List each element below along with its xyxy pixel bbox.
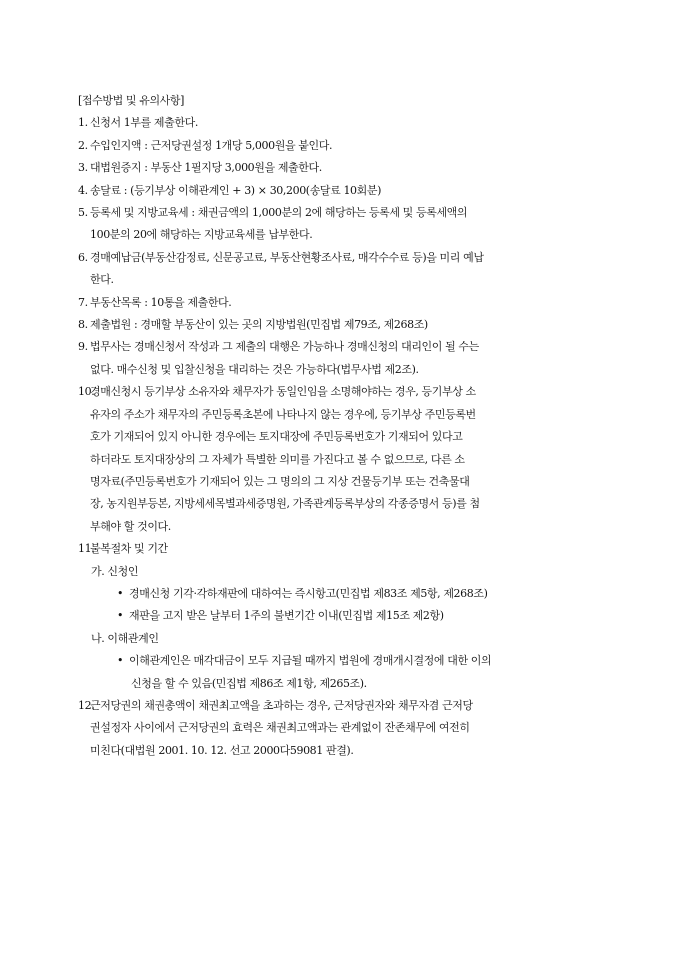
item-continuation-line [78, 404, 608, 426]
item-text: 하더라도 토지대장상의 그 자체가 특별한 의미를 가진다고 볼 수 없으므로, 다른 소 [90, 452, 465, 466]
item-number: 10. [78, 385, 95, 399]
item-continuation-line [78, 224, 608, 246]
list-item [78, 157, 608, 179]
item-first-line [78, 112, 608, 134]
item-continuation-line [78, 493, 608, 515]
item-text: 부동산목록 : 10통을 제출한다. [90, 295, 232, 309]
item-text: 명자료(주민등록번호가 기재되어 있는 그 명의의 그 지상 건물등기부 또는 건축물대 [90, 474, 470, 488]
item-text: 신청서 1부를 제출한다. [90, 116, 198, 130]
item-number: 9. [78, 340, 88, 354]
document-body [78, 90, 608, 762]
item-first-line [78, 336, 608, 358]
item-text: 불복절차 및 기간 [90, 542, 168, 556]
item-continuation-line [78, 269, 608, 291]
bullet-text: 경매신청 기각·각하재판에 대하여는 즉시항고(민집법 제83조 제5항, 제268조) [129, 586, 488, 600]
item-11-details [78, 561, 608, 695]
bullet-text: 신청을 할 수 있음(민집법 제86조 제1항, 제265조). [131, 676, 367, 690]
item-text: 경매신청시 등기부상 소유자와 채무자가 동일인임을 소명해야하는 경우, 등기부상 소 [90, 385, 476, 399]
bullet-text: 이해관계인은 매각대금이 모두 지급될 때까지 법원에 경매개시결정에 대한 이의 [129, 654, 492, 668]
item-first-line [78, 247, 608, 269]
list-item [78, 292, 608, 314]
item-text: 한다. [90, 273, 114, 287]
item-text: 송달료 : (등기부상 이해관계인 + 3) × 30,200(송달료 10회분) [90, 183, 382, 197]
item-first-line [78, 381, 608, 403]
item-continuation-line [78, 516, 608, 538]
item-number: 3. [78, 161, 88, 175]
instruction-list [78, 112, 608, 560]
list-item [78, 135, 608, 157]
bullet-continuation-line [78, 673, 608, 695]
list-item-12 [78, 695, 608, 762]
item-first-line [78, 180, 608, 202]
item-continuation-line [78, 449, 608, 471]
item-text: 없다. 매수신청 및 입찰신청을 대리하는 것은 가능하다(법무사법 제2조). [90, 362, 419, 376]
item-number: 12. [78, 698, 95, 712]
bullet-item [78, 650, 608, 672]
item-continuation-line [78, 471, 608, 493]
item-text: 100분의 20에 해당하는 지방교육세를 납부한다. [90, 228, 313, 242]
item-number: 2. [78, 138, 88, 152]
item-continuation-line [78, 717, 608, 739]
item-number: 6. [78, 250, 88, 264]
item-text: 대법원증지 : 부동산 1필지당 3,000원을 제출한다. [90, 161, 322, 175]
item-first-line [78, 538, 608, 560]
item-text: 법무사는 경매신청서 작성과 그 제출의 대행은 가능하나 경매신청의 대리인이 될 수는 [90, 340, 479, 354]
item-text: 장, 농지원부등본, 지방세세목별과세증명원, 가족관계등록부상의 각종증명서 등)를 첨 [90, 497, 480, 511]
bullet-text: 재판을 고지 받은 날부터 1주의 불변기간 이내(민집법 제15조 제2항) [129, 609, 444, 623]
bullet-item [78, 583, 608, 605]
item-number: 5. [78, 206, 88, 220]
list-item [78, 180, 608, 202]
item-text: 등록세 및 지방교육세 : 채권금액의 1,000분의 2에 해당하는 등록세 및 등록세액의 [90, 206, 468, 220]
item-continuation-line [78, 426, 608, 448]
bullet-icon: • [117, 654, 124, 668]
item-continuation-line [78, 359, 608, 381]
list-item [78, 202, 608, 247]
item-text: 권설정자 사이에서 근저당권의 효력은 채권최고액과는 관계없이 잔존채무에 여전히 [90, 721, 470, 735]
item-text: 제출법원 : 경매할 부동산이 있는 곳의 지방법원(민집법 제79조, 제268조) [90, 318, 428, 332]
list-item [78, 112, 608, 134]
list-item [78, 314, 608, 336]
item-number: 7. [78, 295, 88, 309]
item-first-line [78, 695, 608, 717]
item-first-line [78, 292, 608, 314]
item-text: 유자의 주소가 채무자의 주민등록초본에 나타나지 않는 경우에, 등기부상 주민등록번 [90, 407, 476, 421]
item-text: 부해야 할 것이다. [90, 519, 171, 533]
subsection-label: 가. 신청인 [91, 564, 139, 578]
item-text: 호가 기재되어 있지 아니한 경우에는 토지대장에 주민등록번호가 기재되어 있다고 [90, 430, 463, 444]
item-first-line [78, 202, 608, 224]
list-item [78, 247, 608, 292]
item-number: 8. [78, 318, 88, 332]
bullet-item [78, 605, 608, 627]
item-text: 미친다(대법원 2001. 10. 12. 선고 2000다59081 판결). [90, 743, 354, 757]
section-header: [접수방법 및 유의사항] [78, 94, 185, 107]
bullet-icon: • [117, 586, 124, 600]
list-item [78, 381, 608, 538]
list-item [78, 336, 608, 381]
item-first-line [78, 314, 608, 336]
item-first-line [78, 157, 608, 179]
subsection-label: 나. 이해관계인 [91, 631, 159, 645]
item-text: 경매예납금(부동산감정료, 신문공고료, 부동산현황조사료, 매각수수료 등)을 미리 예납 [90, 250, 484, 264]
item-first-line [78, 135, 608, 157]
item-text: 근저당권의 채권총액이 채권최고액을 초과하는 경우, 근저당권자와 채무자겸 근저당 [90, 698, 473, 712]
item-number: 1. [78, 116, 88, 130]
list-item [78, 538, 608, 560]
item-number: 4. [78, 183, 88, 197]
item-continuation-line [78, 740, 608, 762]
item-number: 11. [78, 542, 95, 556]
item-text: 수입인지액 : 근저당권설정 1개당 5,000원을 붙인다. [90, 138, 333, 152]
bullet-icon: • [117, 609, 124, 623]
